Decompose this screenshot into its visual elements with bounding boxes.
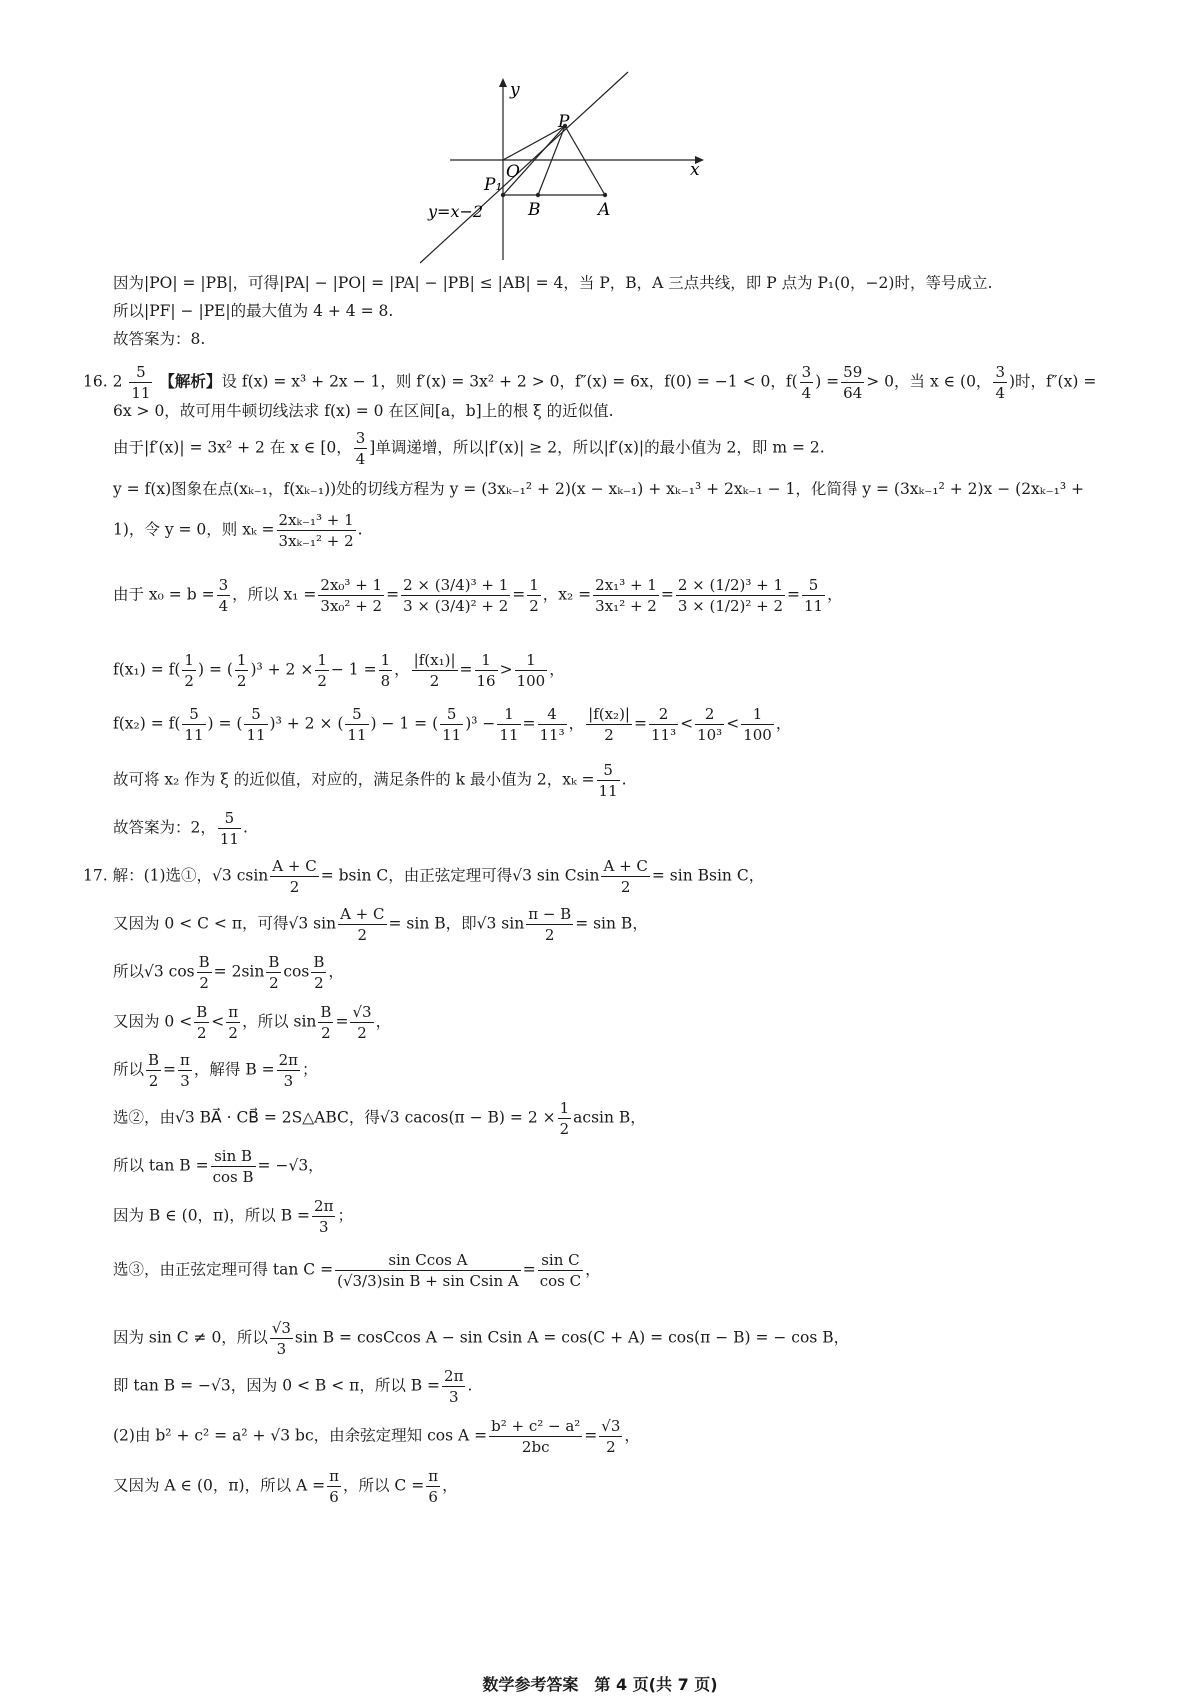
q17-line-13: 又因为 A ∈ (0，π)，所以 A = $\frac{\pi}{6}$ ，所以 C = $\frac{\pi}{6}$ ，: [113, 1467, 458, 1506]
q17-line-7: 所以 tan B = $\frac{\text{sin B}}{\text{cos B}}$ = −√3，: [113, 1147, 324, 1186]
q16-line-1: 16. 2 $\frac{5}{11}$ 【解析】设 f(x) = x³ + 2x − 1，则 f′(x) = 3x² + 2 > 0，f″(x) = 6x，f(0) = −1 < 0，f( $\frac{3}{4}$ ) = $\frac{59}{64}$ > 0，当 x ∈ (0， $\frac{3}{4}$ )时，f″(x) =: [83, 363, 1097, 402]
q16-line-2: 6x > 0，故可用牛顿切线法求 f(x) = 0 在区间[a，b]上的根 ξ 的近似值.: [113, 402, 614, 420]
label-a: A: [598, 200, 611, 220]
q17-line-8: 因为 B ∈ (0，π)，所以 B = $\frac{2\pi}{3}$ ；: [113, 1197, 353, 1236]
q17-line-10: 因为 sin C ≠ 0，所以 $\frac{√3}{3}$ sin B = cosCcos A − sin Csin A = cos(C + A) = cos(π − B) = − cos B，: [113, 1319, 850, 1358]
label-p1: P₁: [484, 175, 503, 195]
q17-line-1: 17. 解：(1)选①，√3 csin $\frac{A + C}{2}$ = bsin C，由正弦定理可得√3 sin Csin $\frac{A + C}{2}$ = sin Bsin C，: [83, 857, 765, 896]
label-b: B: [528, 200, 541, 220]
q15-line-1: 因为|PO| = |PB|，可得|PA| − |PO| = |PA| − |PB| ≤ |AB| = 4，当 P，B，A 三点共线，即 P 点为 P₁(0，−2)时，等号成立.: [113, 274, 993, 292]
q16-line-4: y = f(x)图象在点(xₖ₋₁，f(xₖ₋₁))处的切线方程为 y = (3xₖ₋₁² + 2)(x − xₖ₋₁) + xₖ₋₁³ + 2xₖ₋₁ − 1，化简得 y = (3xₖ₋₁² + 2)x − (2xₖ₋₁³ +: [113, 480, 1084, 498]
label-line: y=x−2: [428, 202, 484, 221]
point-b: [536, 193, 540, 197]
label-p: P: [558, 112, 570, 132]
q17-line-12: (2)由 b² + c² = a² + √3 bc，由余弦定理知 cos A = $\frac{\text{b² + c² − a²}}{2bc}$ = $\frac{√3}{2}$ ，: [113, 1417, 640, 1456]
q17-line-5: 所以 $\frac{B}{2}$ = $\frac{\pi}{3}$ ，解得 B = $\frac{2\pi}{3}$ ；: [113, 1051, 318, 1090]
y-axis-arrow: [499, 78, 507, 87]
q16-line-7: f(x₁) = f( $\frac{1}{2}$ ) = ( $\frac{1}{2}$ )³ + 2 × $\frac{1}{2}$ − 1 = $\frac{1}{8}$ ， $\frac{\text{|f(x₁)|}}{2}$ = $\frac{1}{16}$ > $\frac{1}{100}$ ，: [113, 651, 565, 690]
q17-line-9: 选③，由正弦定理可得 tan C = $\frac{\text{sin Ccos A}}{\text{(√3/3)sin B + sin Csin A}}$ = $\frac{\text{sin C}}{\text{cos C}}$ ，: [113, 1251, 601, 1290]
point-a: [603, 193, 607, 197]
q15-line-3: 故答案为：8.: [113, 330, 206, 348]
q16-line-10: 故答案为：2， $\frac{5}{11}$ .: [113, 809, 248, 848]
q16-answer-fraction: $\frac{5}{11}$: [131, 363, 151, 402]
label-o: O: [506, 162, 520, 182]
q16-number: 16. 2: [83, 372, 123, 391]
q17-line-11: 即 tan B = −√3，因为 0 < B < π，所以 B = $\frac{2\pi}{3}$ .: [113, 1367, 473, 1406]
q17-line-4: 又因为 0 < $\frac{B}{2}$ < $\frac{\pi}{2}$ ，所以 sin $\frac{B}{2}$ = $\frac{√3}{2}$ ，: [113, 1003, 392, 1042]
line-y-eq-x-minus-2: [420, 72, 628, 263]
q16-line-5: 1)，令 y = 0，则 xₖ = $\frac{\text{2xₖ₋₁³ + 1}}{\text{3xₖ₋₁² + 2}}$ .: [113, 511, 363, 550]
q16-line-8: f(x₂) = f( $\frac{5}{11}$ ) = ( $\frac{5}{11}$ )³ + 2 × ( $\frac{5}{11}$ ) − 1 = ( $\frac{5}{11}$ )³ − $\frac{1}{11}$ = $\frac{4}{\text{11³}}$ ， $\frac{\text{|f(x₂)|}}{2}$ = $\frac{2}{\text{11³}}$ < $\frac{2}{\text{10³}}$ < $\frac{1}{100}$ ，: [113, 705, 792, 744]
label-x: x: [690, 160, 700, 180]
q16-line-6: 由于 x₀ = b = $\frac{3}{4}$ ，所以 x₁ = $\frac{\text{2x₀³ + 1}}{\text{3x₀² + 2}}$ = $\frac{\text{2 × (3/4)³ + 1}}{\text{3 × (3/4)² + 2}}$ = $\frac{1}{2}$ ，x₂ = $\frac{\text{2x₁³ + 1}}{\text{3x₁² + 2}}$ = $\frac{\text{2 × (1/2)³ + 1}}{\text{3 × (1/2)² + 2}}$ = $\frac{5}{11}$ ，: [113, 576, 843, 615]
q17-line-2: 又因为 0 < C < π，可得√3 sin $\frac{A + C}{2}$ = sin B，即√3 sin $\frac{\pi - B}{2}$ = sin B，: [113, 905, 648, 944]
q17-line-3: 所以√3 cos $\frac{B}{2}$ = 2sin $\frac{B}{2}$ cos $\frac{B}{2}$ ，: [113, 953, 344, 992]
q16-line-9: 故可将 x₂ 作为 ξ 的近似值，对应的，满足条件的 k 最小值为 2，xₖ = $\frac{5}{11}$ .: [113, 761, 627, 800]
q15-line-2: 所以|PF| − |PE|的最大值为 4 + 4 = 8.: [113, 302, 394, 320]
segment-p-o: [503, 126, 565, 160]
q16-line-3: 由于|f′(x)| = 3x² + 2 在 x ∈ [0， $\frac{3}{4}$ ]单调递增，所以|f′(x)| ≥ 2，所以|f′(x)|的最小值为 2，即 m = 2.: [113, 429, 825, 468]
label-y: y: [510, 80, 520, 100]
q16-analysis-tag: 【解析】: [159, 371, 222, 391]
q17-line-6: 选②，由√3 BA⃗ · CB⃗ = 2S△ABC，得√3 cacos(π − B) = 2 × $\frac{1}{2}$ acsin B，: [113, 1099, 646, 1138]
coordinate-figure: [420, 65, 740, 265]
page-footer: 数学参考答案 第 4 页(共 7 页): [482, 1675, 718, 1694]
